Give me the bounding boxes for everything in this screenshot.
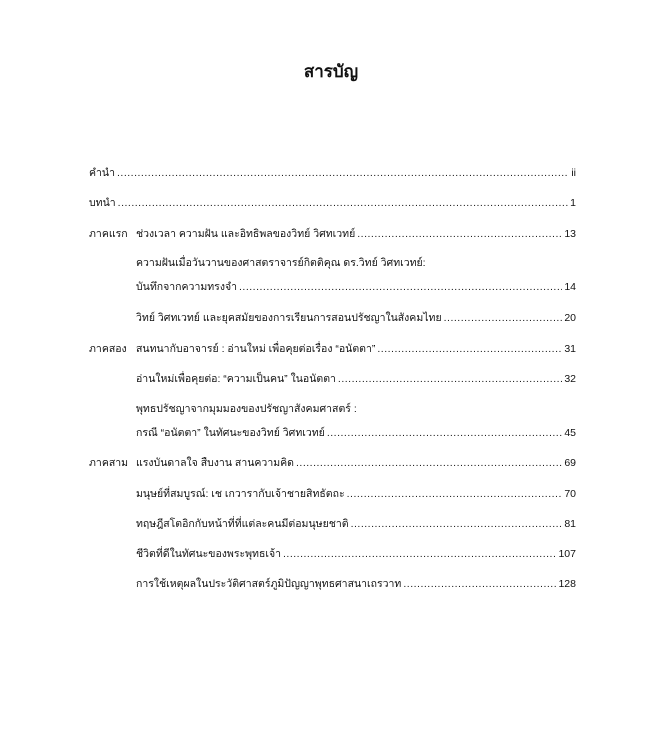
toc-entry[interactable] [89, 279, 576, 295]
dot-leader [117, 165, 569, 181]
toc-entry[interactable] [89, 425, 576, 441]
page-number: 1 [570, 197, 576, 209]
page-number: 69 [564, 457, 576, 469]
entry-text-line1: ความฝันเมื่อวันวานของศาสตราจารย์กิตติคุณ ดร.วิทย์ วิศทเวทย์: [136, 257, 426, 269]
toc-entry-part-1[interactable] [89, 226, 576, 242]
entry-text: บทนำ [89, 197, 116, 209]
part-label: ภาคสาม [89, 457, 129, 469]
toc-entry[interactable] [89, 486, 576, 502]
entry-text: กรณี “อนัตตา” ในทัศนะของวิทย์ วิศทเวทย์ [136, 427, 325, 439]
page-number: 70 [564, 488, 576, 500]
page-title: สารบัญ [303, 62, 359, 81]
page-number: 45 [564, 427, 576, 439]
dot-leader [239, 279, 562, 295]
dot-leader [296, 455, 562, 471]
dot-leader [403, 576, 556, 592]
dot-leader [283, 546, 556, 562]
entry-text: สนทนากับอาจารย์ : อ่านใหม่ เพื่อคุยต่อเรื่อง “อนัตตา” [136, 343, 376, 355]
entry-text: ช่วงเวลา ความฝัน และอิทธิพลของวิทย์ วิศทเวทย์ [136, 228, 356, 240]
toc-entry-introduction[interactable] [89, 195, 576, 211]
toc-entry-preface[interactable] [89, 165, 576, 181]
entry-text: คำนำ [89, 167, 115, 179]
toc-entry[interactable] [89, 516, 576, 532]
page-number: 128 [558, 578, 576, 590]
part-label: ภาคแรก [89, 228, 128, 240]
entry-text: ชีวิตที่ดีในทัศนะของพระพุทธเจ้า [136, 548, 281, 560]
dot-leader [444, 310, 563, 326]
toc-entry[interactable] [89, 546, 576, 562]
entry-text: การใช้เหตุผลในประวัติศาสตร์ภูมิปัญญาพุทธศาสนาเถรวาท [136, 578, 402, 590]
entry-text-line1: พุทธปรัชญาจากมุมมองของปรัชญาสังคมศาสตร์ : [136, 403, 357, 415]
page-number: ii [571, 167, 576, 179]
page-number: 32 [564, 373, 576, 385]
dot-leader [327, 425, 562, 441]
toc-entry[interactable] [89, 576, 576, 592]
toc-entry-line1 [89, 401, 576, 417]
dot-leader [351, 516, 563, 532]
dot-leader [347, 486, 563, 502]
page-number: 31 [564, 343, 576, 355]
dot-leader [338, 371, 562, 387]
toc-entry-line1 [89, 255, 576, 271]
dot-leader [118, 195, 568, 211]
page-number: 14 [564, 281, 576, 293]
entry-text: แรงบันดาลใจ สืบงาน สานความคิด [136, 457, 294, 469]
toc-entry[interactable] [89, 310, 576, 326]
entry-text: ทฤษฎีสโตอิกกับหน้าที่ที่แต่ละคนมีต่อมนุษยชาติ [136, 518, 349, 530]
dot-leader [377, 341, 562, 357]
dot-leader [357, 226, 562, 242]
entry-text: มนุษย์ที่สมบูรณ์: เช เกวารากับเจ้าชายสิทธัตถะ [136, 488, 345, 500]
page-number: 20 [564, 312, 576, 324]
toc-entry-part-2[interactable] [89, 341, 576, 357]
toc-entry-part-3[interactable] [89, 455, 576, 471]
page-number: 13 [564, 228, 576, 240]
page-number: 107 [558, 548, 576, 560]
entry-text: วิทย์ วิศทเวทย์ และยุคสมัยของการเรียนการสอนปรัชญาในสังคมไทย [136, 312, 442, 324]
toc-entry[interactable] [89, 371, 576, 387]
entry-text: อ่านใหม่เพื่อคุยต่อ: “ความเป็นคน” ในอนัตตา [136, 373, 336, 385]
entry-text: บันทึกจากความทรงจำ [136, 281, 238, 293]
page-number: 81 [564, 518, 576, 530]
part-label: ภาคสอง [89, 343, 127, 355]
